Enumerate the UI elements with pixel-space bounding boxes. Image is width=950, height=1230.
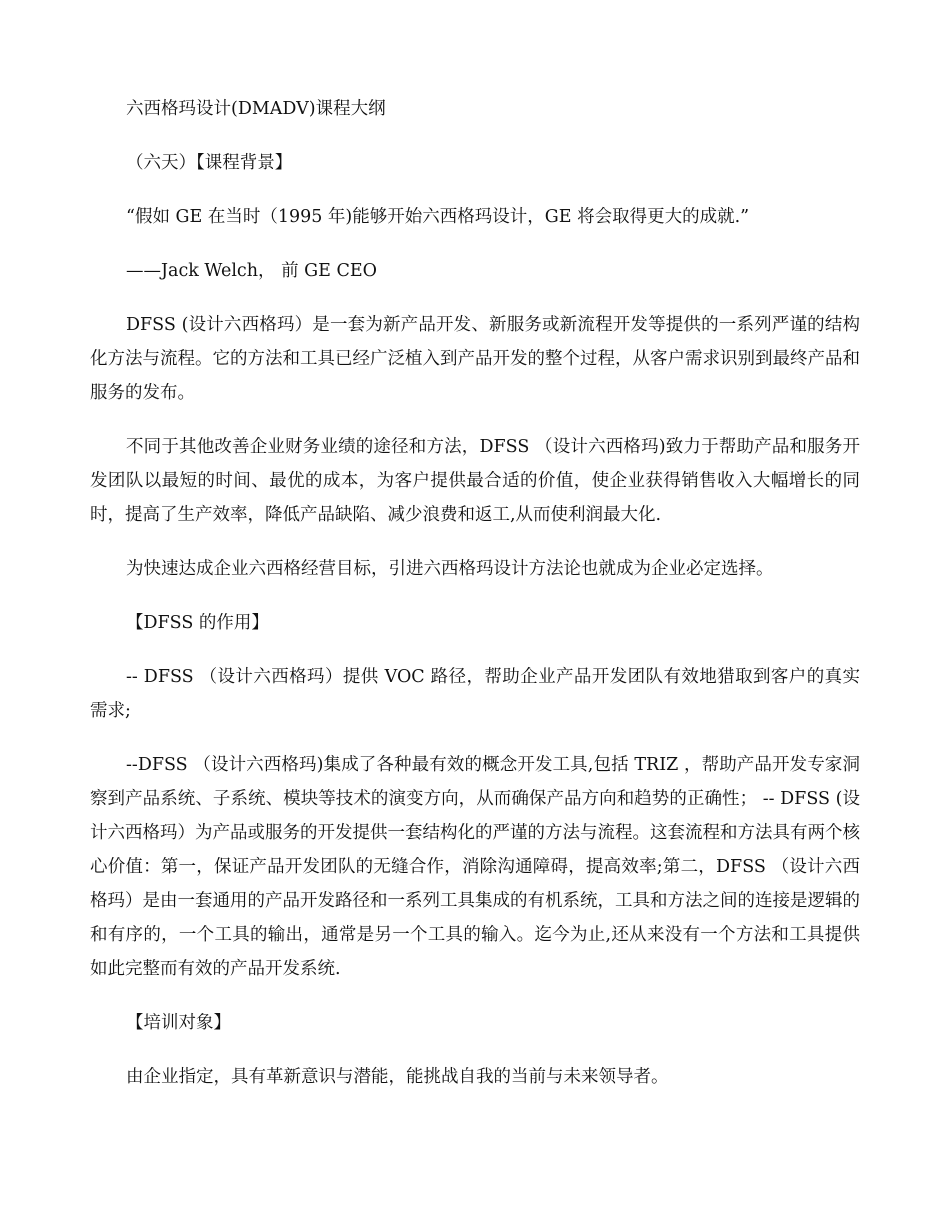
course-title: 六西格玛设计(DMADV)课程大纲 xyxy=(126,99,386,119)
difference-paragraph: 不同于其他改善企业财务业绩的途径和方法，DFSS （设计六西格玛)致力于帮助产品和服务开发团队以最短的时间、最优的成本，为客户提供最合适的价值，使企业获得销售收入大幅增长的同时，提高了生产效率，降低产品缺陷、减少浪费和返工,从而使利润最大化. xyxy=(90,437,860,525)
goal-paragraph: 为快速达成企业六西格经营目标，引进六西格玛设计方法论也就成为企业必定选择。 xyxy=(126,559,774,579)
dfss-role-heading: 【DFSS 的作用】 xyxy=(126,613,269,633)
document-body xyxy=(90,92,860,1094)
dfss-role-item-voc: -- DFSS （设计六西格玛）提供 VOC 路径，帮助企业产品开发团队有效地猎取到客户的真实需求; xyxy=(90,667,860,721)
quote-attribution: ——Jack Welch， 前 GE CEO xyxy=(126,261,377,281)
duration-and-background-heading: （六天）【课程背景】 xyxy=(126,153,293,173)
audience-text: 由企业指定，具有革新意识与潜能，能挑战自我的当前与未来领导者。 xyxy=(126,1067,669,1087)
welch-quote: “假如 GE 在当时（1995 年)能够开始六西格玛设计，GE 将会取得更大的成就.” xyxy=(126,207,750,227)
dfss-role-item-tools-and-process: --DFSS （设计六西格玛)集成了各种最有效的概念开发工具,包括 TRIZ ，帮助产品开发专家洞察到产品系统、子系统、模块等技术的演变方向，从而确保产品方向和趋势的正确性； -- DFSS (设计六西格玛）为产品或服务的开发提供一套结构化的严谨的方法与流程。这套流程和方法具有两个核心价值：第一，保证产品开发团队的无缝合作，消除沟通障碍，提高效率;第二，DFSS （设计六西格玛）是由一套通用的产品开发路径和一系列工具集成的有机系统，工具和方法之间的连接是逻辑的和有序的，一个工具的输出，通常是另一个工具的输入。迄今为止,还从来没有一个方法和工具提供如此完整而有效的产品开发系统. xyxy=(90,755,860,979)
audience-heading: 【培训对象】 xyxy=(126,1013,231,1033)
intro-paragraph: DFSS (设计六西格玛）是一套为新产品开发、新服务或新流程开发等提供的一系列严谨的结构化方法与流程。它的方法和工具已经广泛植入到产品开发的整个过程，从客户需求识别到最终产品和服务的发布。 xyxy=(90,315,860,403)
